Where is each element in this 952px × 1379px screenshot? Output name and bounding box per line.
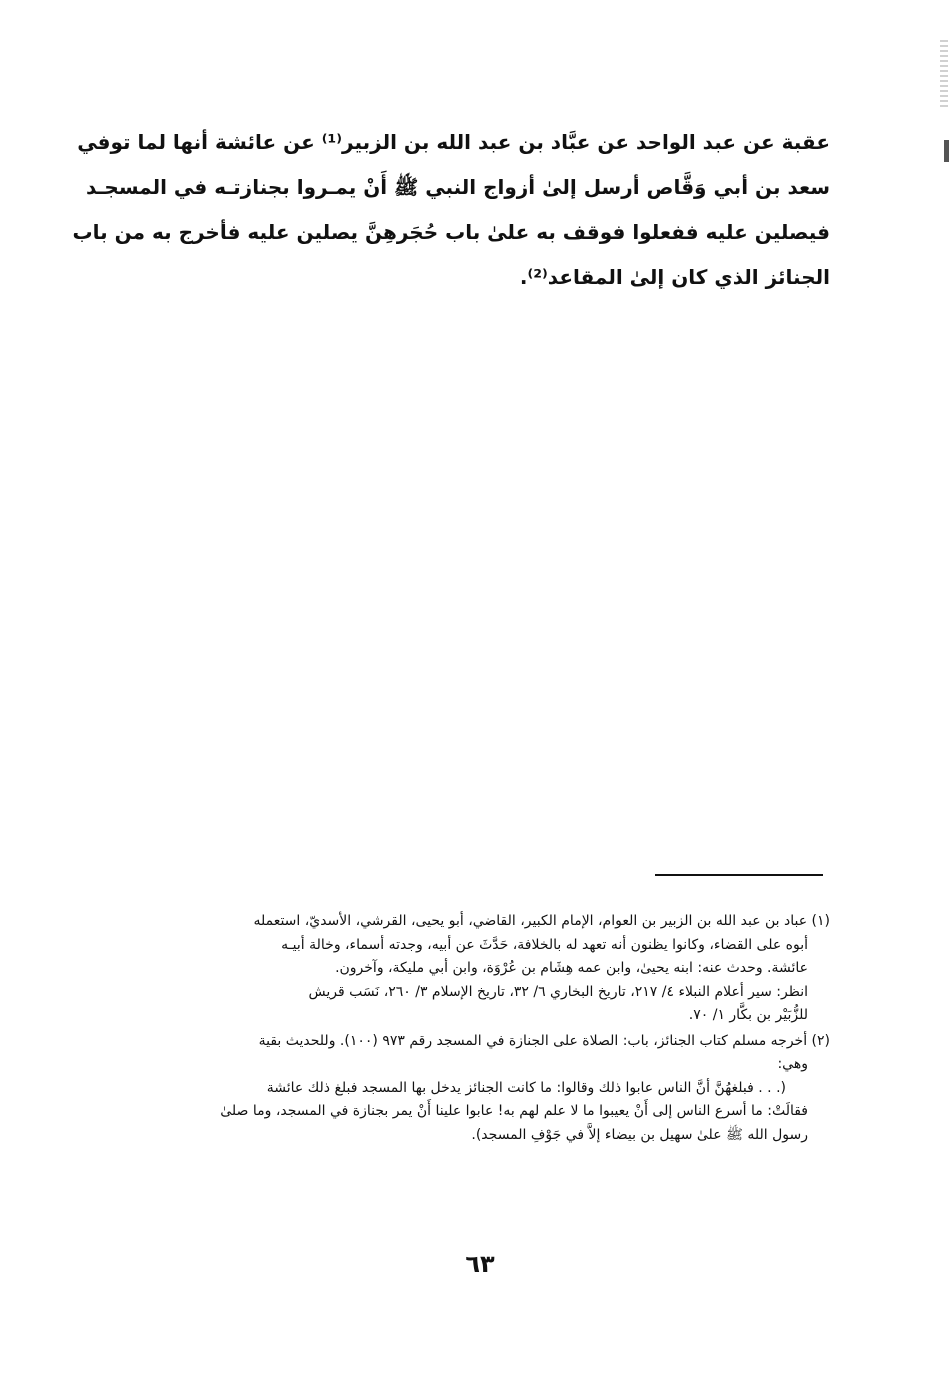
footnote-1-line: أبوه على القضاء، وكانوا يظنون أنه تعهد له بالخلافة، حَدَّثَ عن أبيه، وجدته أسماء، وخالة أبيـه (281, 936, 808, 953)
footnote-1-reference-line: انظر: سير أعلام النبلاء ٤/ ٢١٧، تاريخ البخاري ٦/ ٣٢، تاريخ الإسلام ٣/ ٢٦٠، نَسَب قريش (308, 983, 808, 1000)
footnote-2-line: (٢) أخرجه مسلم كتاب الجنائز، باب: الصلاة على الجنازة في المسجد رقم ٩٧٣ (١٠٠). وللحديث بقية (258, 1032, 830, 1049)
page-number: ٦٣ (465, 1250, 495, 1278)
main-text-line: فيصلين عليه ففعلوا فوقف به علىٰ باب حُجَرهِنَّ يصلين عليه فأخرج به من باب (72, 220, 830, 244)
scan-edge-mark (940, 40, 948, 110)
main-text-line: عقبة عن عبد الواحد عن عبَّاد بن عبد الله بن الزبير⁽¹⁾ عن عائشة أنها لما توفي (77, 130, 830, 154)
footnote-2-quote-line: فقالَتْ: ما أسرع الناس إلى أَنْ يعيبوا ما لا علم لهم به! عابوا علينا أَنْ يمر بجنازة في المسجد، وما صلىٰ (220, 1103, 808, 1119)
footnotes (130, 910, 830, 1147)
main-text-line: الجنائز الذي كان إلىٰ المقاعد⁽²⁾. (519, 265, 830, 289)
footnote-2-quote-line: (. . . فبلغهُنَّ أنَّ الناس عابوا ذلك وقالوا: ما كانت الجنائز يدخل بها المسجد فبلغ ذلك عائشة (266, 1079, 786, 1096)
main-text (72, 120, 830, 300)
footnote-1-reference-line: للزُّبَيْر بن بكَّار ١/ ٧٠. (688, 1007, 808, 1023)
main-text-line: سعد بن أبي وَقَّاص أرسل إلىٰ أزواج النبي ﷺ أَنْ يمـروا بجنازتـه في المسجـد (86, 175, 830, 199)
footnote-separator (655, 874, 823, 876)
scan-edge-mark-dark (944, 140, 949, 162)
footnote-2-quote-line: رسول الله ﷺ علىٰ سهيل بن بيضاء إلاَّ في جَوْفِ المسجد). (471, 1126, 808, 1143)
footnote-2-line: وهي: (777, 1056, 808, 1072)
footnote-1-line: عائشة. وحدث عنه: ابنه يحيىٰ، وابن عمه هِشَام بن عُرْوَة، وابن أبي مليكة، وآخرون. (335, 960, 808, 976)
footnote-1-line: (١) عباد بن عبد الله بن الزبير بن العوام، الإمام الكبير، القاضي، أبو يحيى، القرشي، الأسديّ، استعمله (253, 913, 830, 929)
